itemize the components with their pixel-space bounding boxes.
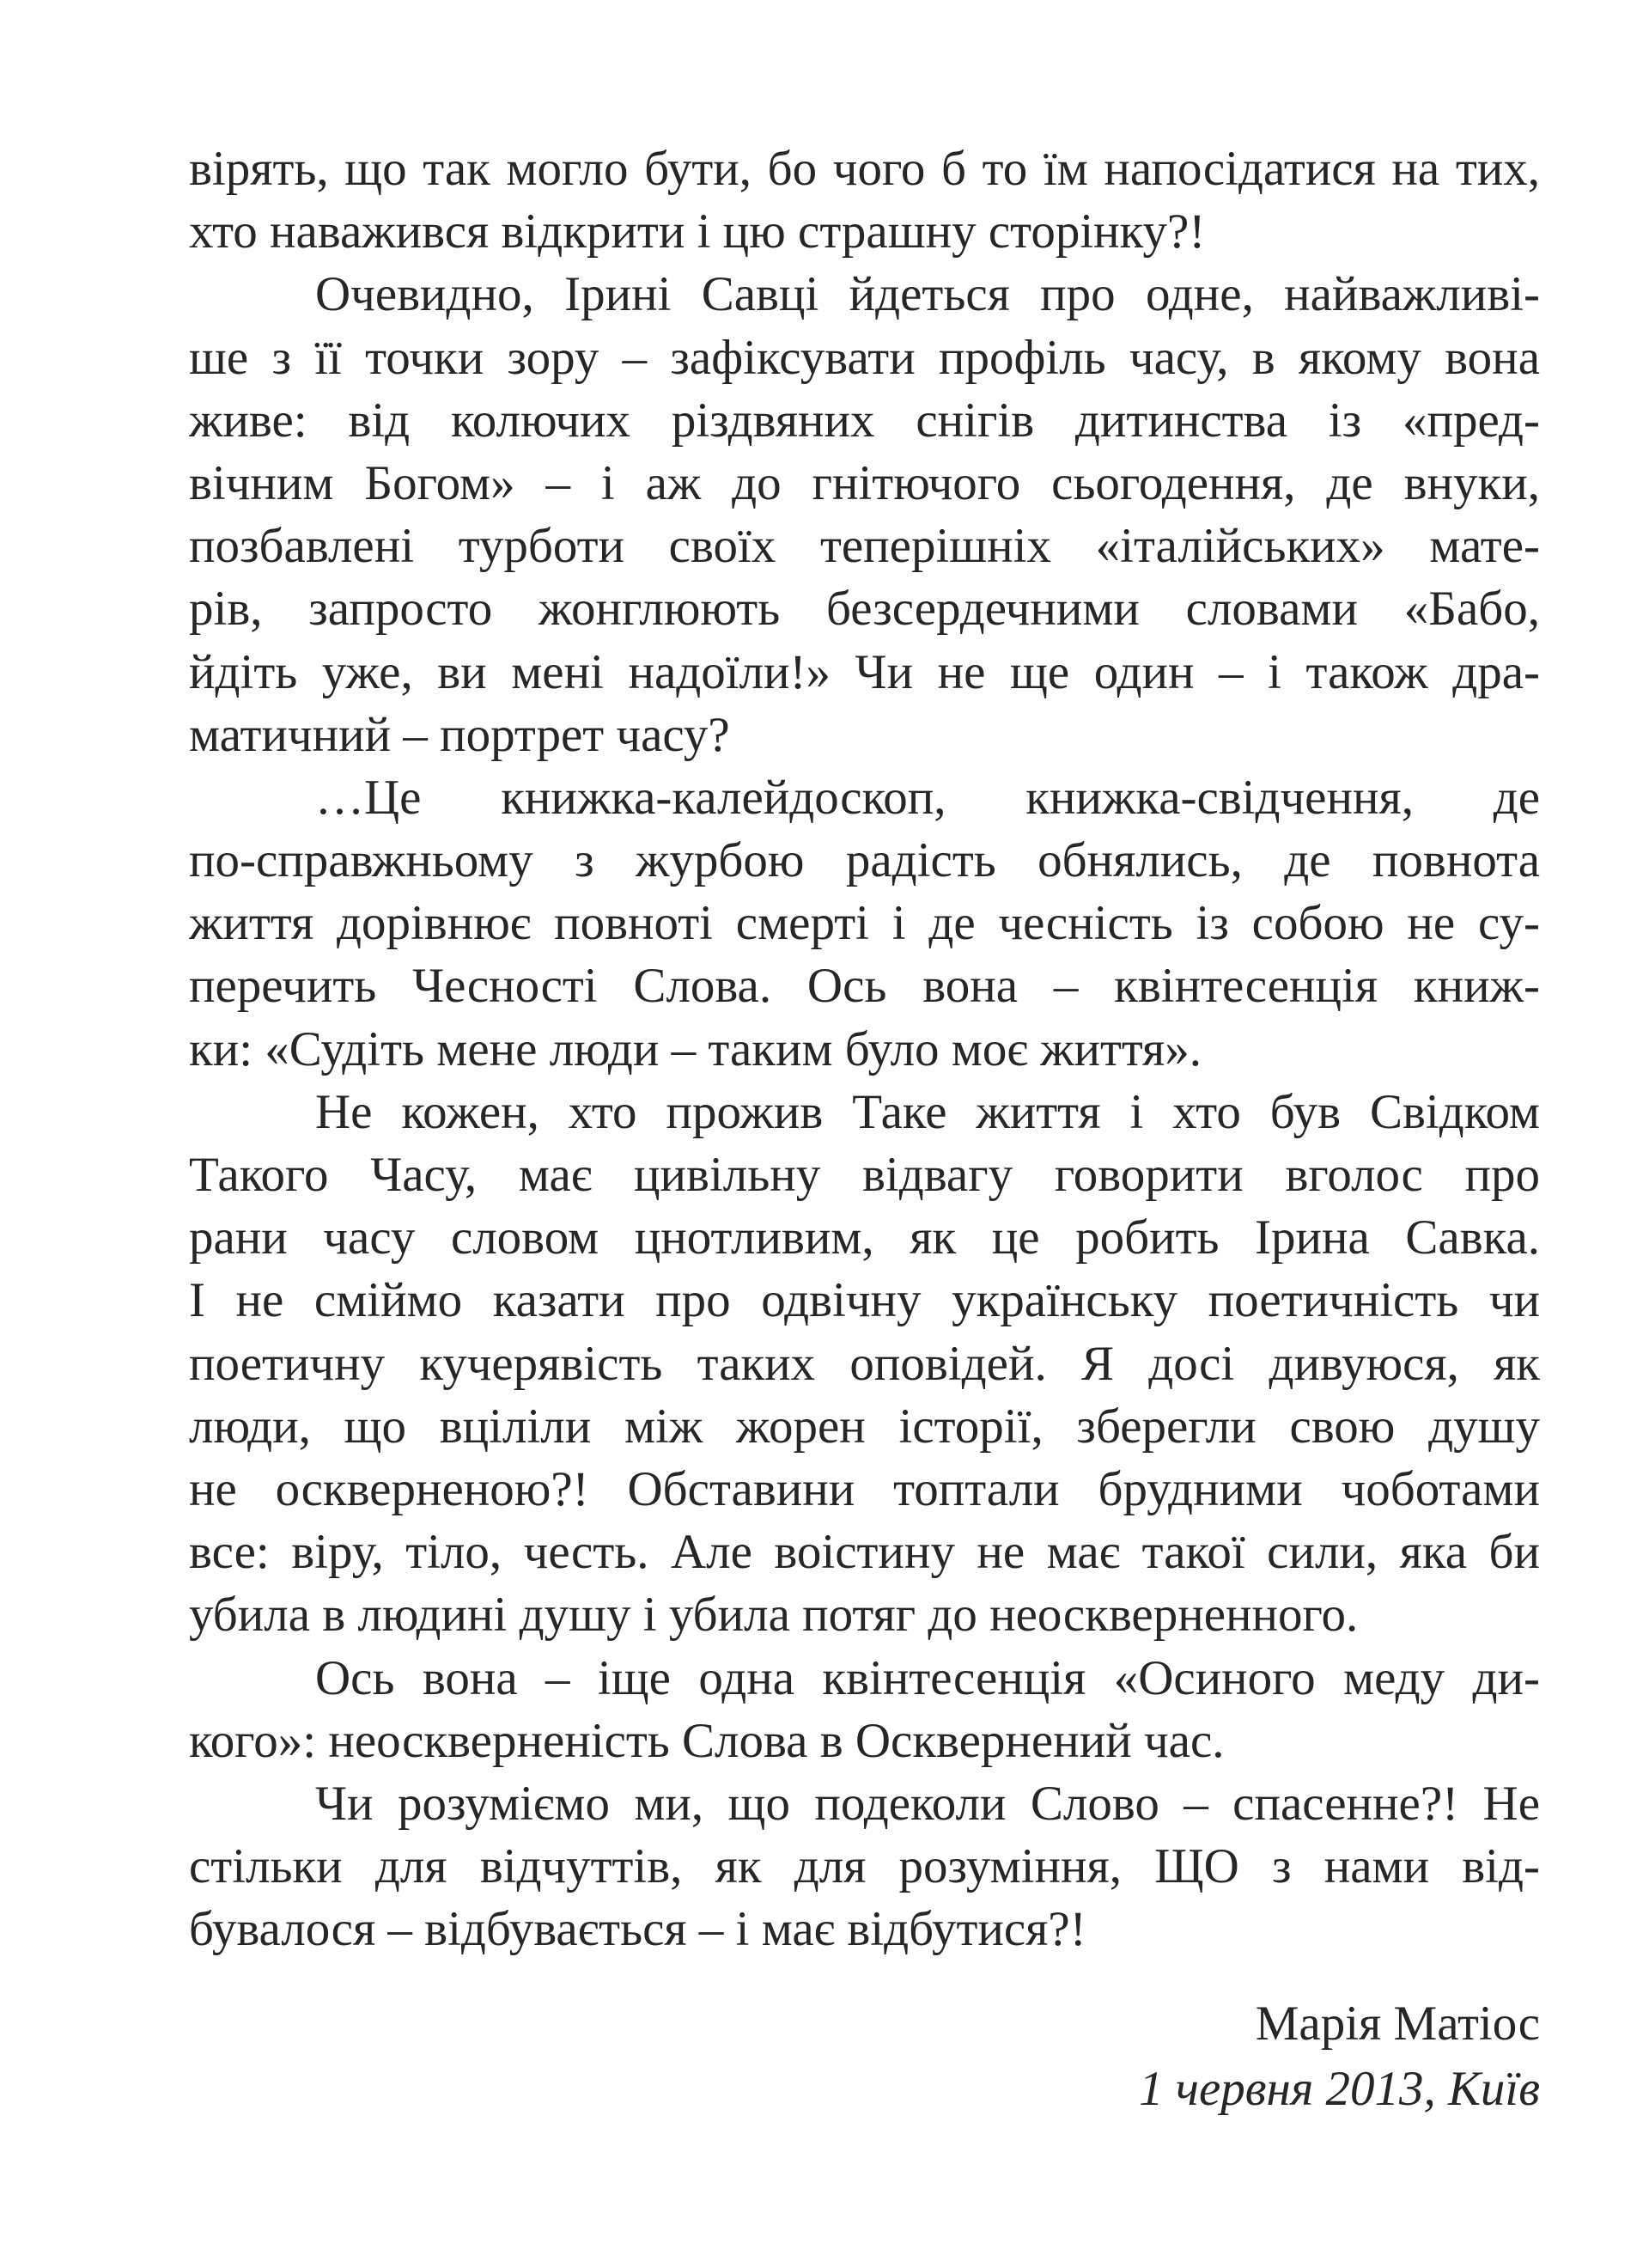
text-line: убила в людині душу і убила потяг до неоскверненного. — [189, 1588, 1359, 1643]
text-line: бувалося – відбувається – і має відбутися?! — [189, 1902, 1086, 1957]
text-line: …Це книжка-калейдоскоп, книжка-свідчення, де — [315, 770, 1540, 825]
text-line: позбавлені турботи своїх теперішніх «італійських» мате- — [189, 519, 1540, 574]
signature-block — [1139, 1991, 1540, 2122]
text-line: живе: від колючих різдвяних снігів дитинства із «пред- — [189, 393, 1540, 448]
text-line: рани часу словом цнотливим, як це робить Ірина Савка. — [189, 1210, 1540, 1265]
text-line: ше з її точки зору – зафіксувати профіль часу, в якому вона — [189, 330, 1540, 385]
text-line: І не сміймо казати про одвічну українську поетичність чи — [189, 1273, 1540, 1328]
text-line: стільки для відчуттів, як для розуміння, ЩО з нами від- — [189, 1839, 1540, 1894]
text-line: Такого Часу, має цивільну відвагу говорити вголос про — [189, 1148, 1540, 1202]
body-text — [189, 137, 1540, 1960]
text-line: перечить Чесності Слова. Ось вона – квінтесенція книж- — [189, 959, 1540, 1014]
text-line: Чи розуміємо ми, що подеколи Слово – спасенне?! Не — [315, 1776, 1540, 1831]
text-line: поетичну кучерявість таких оповідей. Я досі дивуюся, як — [189, 1336, 1540, 1391]
text-line: люди, що вціліли між жорен історії, зберегли свою душу — [189, 1399, 1540, 1454]
text-line: життя дорівнює повноті смерті і де чесність із собою не су- — [189, 896, 1540, 951]
text-line: рів, запросто жонглюють безсердечними словами «Бабо, — [189, 582, 1540, 637]
text-line: кого»: неоскверненість Слова в Осквернений час. — [189, 1713, 1225, 1768]
text-line: Не кожен, хто прожив Таке життя і хто був Свідком — [315, 1084, 1540, 1139]
text-line: ки: «Судіть мене люди – таким було моє життя». — [189, 1021, 1202, 1076]
text-line: все: віру, тіло, честь. Але воістину не має такої сили, яка би — [189, 1525, 1540, 1580]
text-line: вічним Богом» – і аж до гнітючого сьогодення, де внуки, — [189, 455, 1540, 510]
text-line: не оскверненою?! Обставини топтали брудними чоботами — [189, 1461, 1540, 1516]
text-line: йдіть уже, ви мені надоїли!» Чи не ще один – і також дра- — [189, 644, 1540, 699]
signature-date: 1 червня 2013, Київ — [1139, 2062, 1540, 2116]
text-line: хто наважився відкрити і цю страшну сторінку?! — [189, 204, 1206, 259]
text-line: по-справжньому з журбою радість обнялись, де повнота — [189, 833, 1540, 888]
text-line: Ось вона – іще одна квінтесенція «Осиного меду ди- — [315, 1650, 1540, 1705]
text-line: матичний – портрет часу? — [189, 707, 730, 762]
text-line: Очевидно, Ірині Савці йдеться про одне, найважливі- — [315, 267, 1540, 322]
author-name: Марія Матіос — [1255, 1997, 1540, 2051]
text-line: вірять, що так могло бути, бо чого б то їм напосідатися на тих, — [189, 142, 1540, 196]
